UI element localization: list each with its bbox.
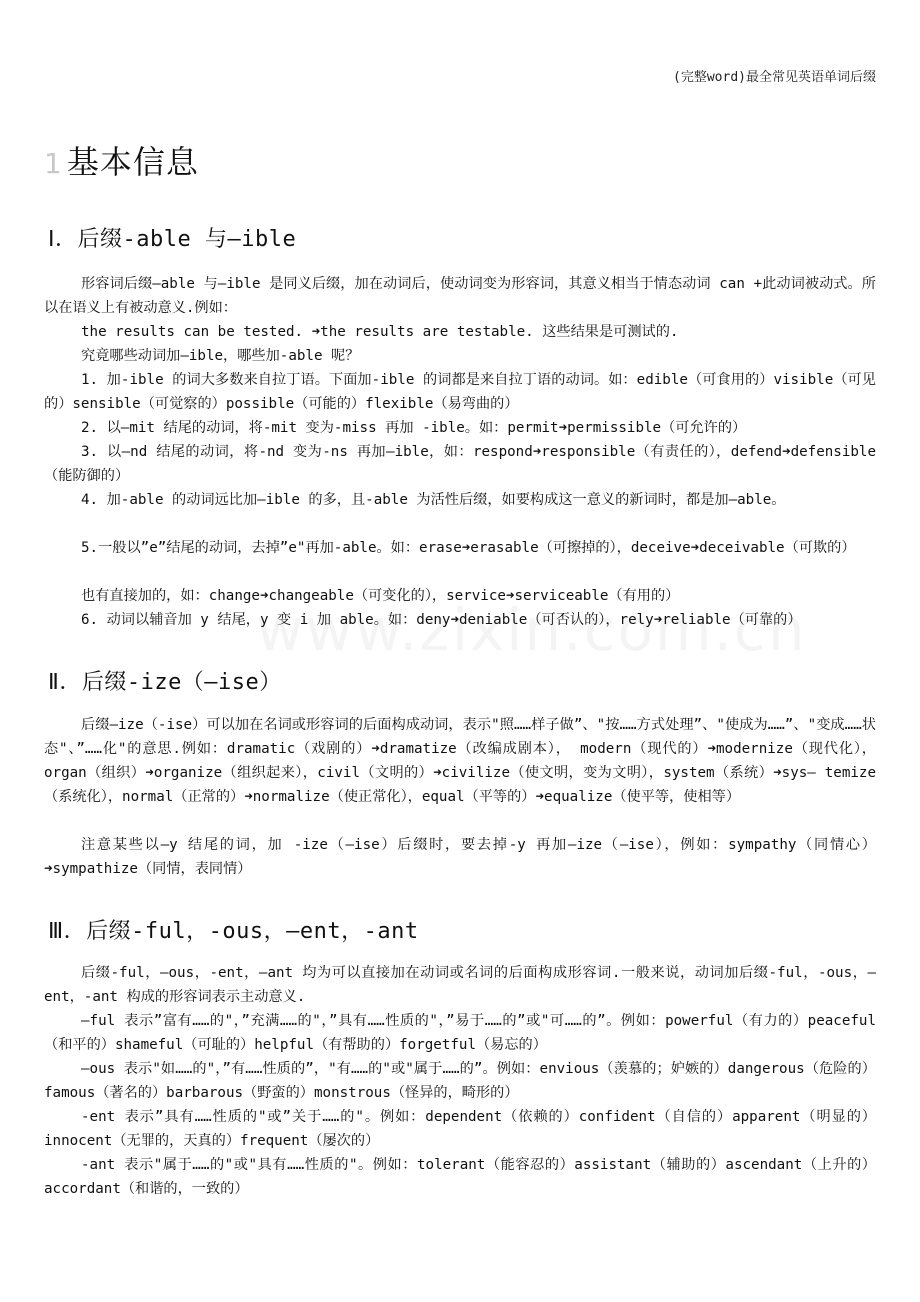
section-3-paragraph: -ent 表示”具有……性质的"或”关于……的"。例如：dependent（依赖的）confident（自信的）apparent（明显的）innocent（无罪的，天真的）frequent（屡次的） (44, 1109, 876, 1149)
section-1-paragraph: 3. 以—nd 结尾的动词，将-nd 变为-ns 再加—ible，如：respond➜responsible（有责任的），defend➜defensible（能防御的） (44, 444, 876, 484)
section-3-heading: Ⅲ．后缀-ful，-ous，—ent，-ant (48, 919, 419, 944)
section-3-paragraph: —ful 表示”富有……的"，”充满……的"，”具有……性质的"，”易于……的”或"可……的”。例如：powerful（有力的）peaceful（和平的）shameful（可耻的）helpful（有帮助的）forgetful（易忘的） (44, 1013, 876, 1053)
page-title (44, 137, 199, 183)
section-1-paragraph: the results can be tested. ➜the results are testable. 这些结果是可测试的. (81, 324, 679, 340)
section-1-paragraph: 4. 加-able 的动词远比加—ible 的多，且-able 为活性后缀，如要构成这一意义的新词时，都是加—able。 (81, 492, 786, 508)
section-3-paragraph: —ous 表示"如……的"，”有……性质的”，"有……的"或"属于……的”。例如：envious（羡慕的；妒嫉的）dangerous（危险的）famous（著名的）barbarous（野蛮的）monstrous（怪异的，畸形的） (44, 1061, 876, 1101)
section-3-paragraph: -ant 表示"属于……的"或"具有……性质的"。例如：tolerant（能容忍的）assistant（辅助的）ascendant（上升的）accordant（和谐的，一致的） (44, 1157, 876, 1197)
section-2-paragraph: 后缀—ize（-ise）可以加在名词或形容词的后面构成动词，表示"照……样子做”、"按……方式处理”、"使成为……”、"变成……状态"、”……化"的意思.例如：dramatic（戏剧的）➜dramatize（改编成剧本）， modern（现代的）➜modernize（现代化），organ（组织）➜organize（组织起来），civil（文明的）➜civilize（使文明，变为文明），system（系统）➜sys— temize（系统化），normal（正常的）➜normalize（使正常化），equal（平等的）➜equalize（使平等，使相等） (44, 717, 876, 805)
section-1-paragraph: 5.一般以”e”结尾的动词，去掉”e"再加-able。如：erase➜erasable（可擦掉的），deceive➜deceivable（可欺的） (81, 540, 856, 556)
section-1-paragraph: 6. 动词以辅音加 y 结尾，y 变 i 加 able。如：deny➜deniable（可否认的），rely➜reliable（可靠的） (81, 612, 802, 628)
section-1-paragraph: 1. 加-ible 的词大多数来自拉丁语。下面加-ible 的词都是来自拉丁语的动词。如：edible（可食用的）visible（可见的）sensible（可觉察的）possible（可能的）flexible（易弯曲的） (44, 372, 876, 412)
section-1-paragraph: 究竟哪些动词加—ible，哪些加-able 呢？ (81, 348, 360, 364)
section-1-paragraph: 2. 以—mit 结尾的动词，将-mit 变为-miss 再加 -ible。如：permit➜permissible（可允许的） (81, 420, 747, 436)
section-1-heading: Ⅰ．后缀-able 与—ible (48, 227, 297, 252)
header-note: (完整word)最全常见英语单词后缀 (673, 70, 876, 85)
title-number: 1 (44, 147, 63, 180)
section-2-paragraph: 注意某些以—y 结尾的词，加 -ize（—ise）后缀时，要去掉-y 再加—ize（—ise），例如：sympathy（同情心）➜sympathize（同情，表同情） (44, 837, 876, 877)
section-1-paragraph: 形容词后缀—able 与—ible 是同义后缀，加在动词后，使动词变为形容词，其意义相当于情态动词 can +此动词被动式。所以在语义上有被动意义.例如： (44, 276, 876, 316)
section-1-paragraph: 也有直接加的，如：change➜changeable（可变化的），service➜serviceable（有用的） (81, 588, 680, 604)
title-text: 基本信息 (66, 143, 199, 181)
section-2-heading: Ⅱ．后缀-ize（—ise） (48, 670, 282, 695)
section-3-paragraph: 后缀-ful，—ous，-ent，—ant 均为可以直接加在动词或名词的后面构成形容词.一般来说，动词加后缀-ful，-ous，—ent，-ant 构成的形容词表示主动意义. (44, 965, 876, 1005)
